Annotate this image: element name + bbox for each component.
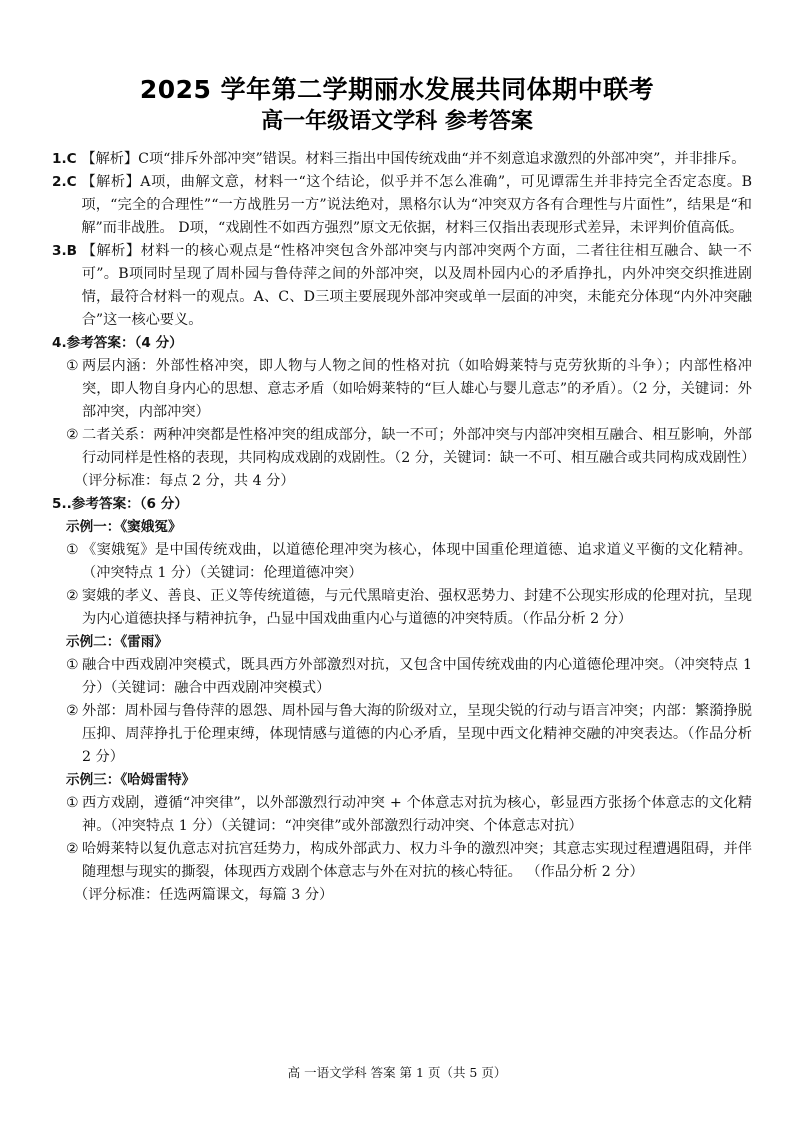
q5-example-3-point-1-mark: ① [66,795,79,811]
q5-example-1-point-1-mark: ① [66,542,79,558]
q2-explanation: 【解析】A项，曲解文意，材料一“这个结论，似乎并不怎么准确”，可见谭霈生并非持完全否定态度。B项，“完全的合理性”“一方战胜另一方”说法绝对，黑格尔认为“冲突双方各有合理性与片面性”，结果是“和解”而非战胜。 D项，“戏剧性不如西方强烈”原文无依据，材料三仅指出表现形式差异，未评判价值高低。 [81,174,752,236]
q5-example-2-point-1-text: 融合中西戏剧冲突模式，既具西方外部激烈对抗，又包含中国传统戏曲的内心道德伦理冲突。（冲突特点 1 分）（关键词：融合中西戏剧冲突模式） [82,657,752,696]
q5-example-2-point-2-mark: ② [66,703,79,719]
q5-example-2-point-2-text: 外部：周朴园与鲁侍萍的恩怨、周朴园与鲁大海的阶级对立，呈现尖锐的行动与语言冲突；内部：繁漪挣脱压抑、周萍挣扎于伦理束缚，体现情感与道德的内心矛盾，呈现中西文化精神交融的冲突表达。（作品分析 2 分） [82,703,752,765]
q1-number: 1.C [52,151,82,167]
q5-example-1-point-1-text: 《窦娥冤》是中国传统戏曲，以道德伦理冲突为核心，体现中国重伦理道德、追求道义平衡的文化精神。（冲突特点 1 分）（关键词：伦理道德冲突） [82,542,752,581]
q5-example-1-point-2-text: 窦娥的孝义、善良、正义等传统道德，与元代黑暗吏治、强权恶势力、封建不公现实形成的伦理对抗，呈现为内心道德抉择与精神抗争，凸显中国戏曲重内心与道德的冲突特质。（作品分析 2 分） [82,588,752,627]
answer-q5 [52,493,752,907]
q5-example-2-point-1-mark: ① [66,657,79,673]
answer-q2 [52,171,752,240]
q5-example-2-point-1 [52,654,752,700]
q4-point-1-text: 两层内涵：外部性格冲突，即人物与人物之间的性格对抗（如哈姆莱特与克劳狄斯的斗争）；内部性格冲突，即人物自身内心的思想、意志矛盾（如哈姆莱特的“巨人雄心与婴儿意志”的矛盾）。（2 分，关键词：外部冲突，内部冲突） [82,358,752,420]
q3-number: 3.B [52,243,82,259]
document-title: 2025 学年第二学期丽水发展共同体期中联考 [139,75,655,104]
q3-explanation: 【解析】材料一的核心观点是“性格冲突包含外部冲突与内部冲突两个方面，二者往往相互融合、缺一不可”。B项同时呈现了周朴园与鲁侍萍之间的外部冲突，以及周朴园内心的矛盾挣扎，内外冲突交织推进剧情，最符合材料一的观点。A、C、D三项主要展现外部冲突或单一层面的冲突，未能充分体现“内外冲突融合”这一核心要义。 [81,243,752,328]
q5-example-2-point-2 [52,700,752,769]
q4-point-1-mark: ① [66,358,79,374]
answer-content [52,148,756,907]
q5-example-2-label: 示例二：《雷雨》 [66,634,168,650]
q4-point-2-text: 二者关系：两种冲突都是性格冲突的组成部分，缺一不可；外部冲突与内部冲突相互融合、相互影响，外部行动同样是性格的表现，共同构成戏剧的戏剧性。（2 分，关键词：缺一不可、相互融合或共同构成戏剧性） [82,427,756,466]
page-footer: 高 一语文学科 答案 第 1 页（共 5 页） [287,1065,507,1080]
q4-point-1 [52,355,752,424]
q5-example-3-point-2-mark: ② [66,841,79,857]
q5-example-3-label: 示例三：《哈姆雷特》 [66,772,196,788]
q5-example-1-point-2 [52,585,752,631]
q5-example-1-point-1 [52,539,752,585]
q5-example-3-point-2 [52,838,752,884]
q5-example-3-point-1-text: 西方戏剧，遵循“冲突律”，以外部激烈行动冲突 + 个体意志对抗为核心，彰显西方张扬个体意志的文化精神。（冲突特点 1 分）（关键词：“冲突律”或外部激烈行动冲突、个体意志对抗） [82,795,752,834]
q5-example-1-label: 示例一：《窦娥冤》 [66,519,182,535]
document-subtitle: 高一年级语文学科 参考答案 [261,109,533,134]
answer-q3 [52,240,752,332]
q4-heading: 4.参考答案：（4 分） [52,335,183,351]
q4-point-2-mark: ② [66,427,79,443]
q5-example-3-point-1 [52,792,752,838]
q4-scoring-note: （评分标准：每点 2 分，共 4 分） [74,473,295,489]
q5-scoring-note: （评分标准：任选两篇课文，每篇 3 分） [74,887,334,903]
q4-point-2 [52,424,756,470]
q5-example-1-point-2-mark: ② [66,588,79,604]
q5-heading: 5..参考答案：（6 分） [52,496,188,512]
q5-example-3-point-2-text: 哈姆莱特以复仇意志对抗宫廷势力，构成外部武力、权力斗争的激烈冲突；其意志实现过程遭遇阻碍，并伴随理想与现实的撕裂，体现西方戏剧个体意志与外在对抗的核心特征。 （作品分析 2 分） [82,841,752,880]
q2-number: 2.C [52,174,82,190]
answer-q1 [52,148,752,171]
q1-explanation: 【解析】C项“排斥外部冲突”错误。材料三指出中国传统戏曲“并不刻意追求激烈的外部冲突”，并非排斥。 [81,151,746,167]
answer-q4 [52,332,756,493]
